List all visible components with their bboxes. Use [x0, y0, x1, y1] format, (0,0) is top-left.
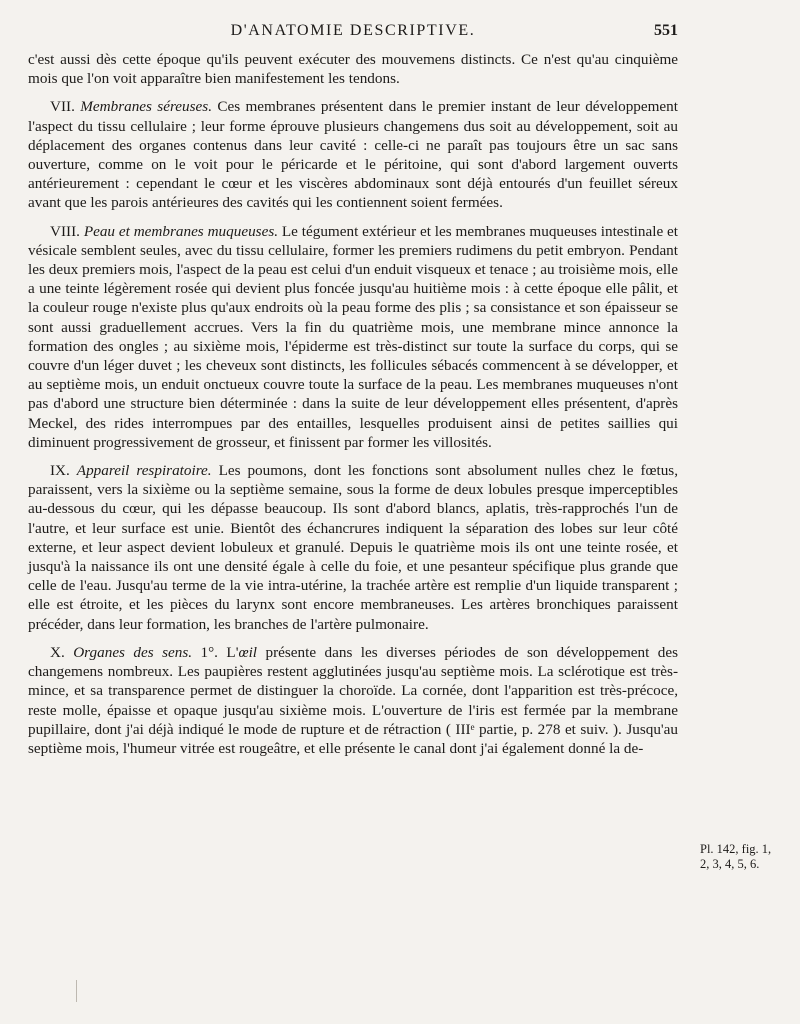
section-title: Organes des sens.: [73, 643, 193, 661]
section-text: Le tégument extérieur et les membranes muqueuses intestinale et vésicale semblent seules, avec du tissu cellulaire, former les premiers rudimens du petit embryon. Pendant les deux premiers mois, l'aspect de la peau est celui d'un enduit visqueux et tenace ; au troisième mois, elle a une teinte légèrement rosée qui devient plus foncée jusqu'au huitième mois : à cette époque elle pâlit, et la couleur rouge n'existe plus qu'aux endroits où la peau forme des plis ; sa consistance et son épaisseur se sont aussi graduellement accrues. Vers la fin du quatrième mois, une membrane mince annonce la formation des ongles ; au sixième mois, l'épiderme est très-distinct sur toute la surface du corps, qui se couvre d'un léger duvet ; les cheveux sont distincts, les follicules sébacés commencent à se développer, et au septième mois, un enduit onctueux couvre toute la surface de la peau. Les membranes muqueuses n'ont pas d'abord une structure bien déterminée : dans la suite de leur développement elles présentent, d'après Meckel, des rides interrompues par des entailles, lesquelles produisent ainsi de petites saillies qui diminuent progressivement de grosseur, et finissent par former les villosités.: [28, 222, 679, 451]
section-peau-muqueuses: [28, 222, 678, 452]
section-number: VIII.: [50, 222, 80, 240]
paragraph-continued: c'est aussi dès cette époque qu'ils peuvent exécuter des mouvemens distincts. Ce n'est qu'au cinquième mois que l'on voit apparaître bien manifestement les tendons.: [28, 51, 678, 88]
section-organes-des-sens: [28, 643, 678, 758]
plate-reference-line-1: Pl. 142, fig. 1,: [700, 842, 772, 856]
section-title: Appareil respiratoire.: [76, 462, 212, 480]
section-number: X.: [50, 643, 65, 661]
section-text: Ces membranes présentent dans le premier instant de leur développement l'aspect du tissu cellulaire ; leur forme éprouve plusieurs changemens dus soit au développement, soit au déplacement des organes contenus dans leur cavité : celle-ci ne paraît pas toujours être un sac sans ouverture, comme on le voit pour le péricarde et le péritoine, qui sont d'abord largement ouverts antérieurement : cependant le cœur et les viscères abdominaux sont déjà entourés d'un feuillet séreux avant que les parois antérieures des cavités qui les contiennent soient fermées.: [28, 98, 678, 212]
section-number: VII.: [50, 98, 75, 116]
body-text: [28, 50, 678, 758]
section-membranes-sereuses: [28, 97, 678, 212]
section-title: Membranes séreuses.: [80, 98, 212, 116]
section-text: présente dans les diverses périodes de son développement des changemens nombreux. Les paupières restent agglutinées jusqu'au septième mois. La sclérotique est très-mince, et sa transparence permet de distinguer la choroïde. La cornée, dont l'apparition est très-précoce, reste molle, épaisse et opaque jusqu'au sixième mois. L'ouverture de l'iris est fermée par la membrane pupillaire, dont j'ai déjà indiqué le mode de rupture et de rétraction ( IIIᵉ partie, p. 278 et suiv. ). Jusqu'au septième mois, l'humeur vitrée est rougeâtre, et elle présente le canal dont j'ai également donné la de-: [28, 643, 679, 757]
section-number: IX.: [50, 462, 70, 480]
running-head: D'ANATOMIE DESCRIPTIVE.: [230, 22, 476, 39]
page-edge-mark: [76, 980, 79, 1002]
page-number: 551: [654, 22, 678, 39]
eye-term: œil: [238, 643, 258, 661]
section-lead: 1°. L': [200, 643, 239, 661]
section-title: Peau et membranes muqueuses.: [83, 222, 279, 240]
page-header: [28, 22, 678, 46]
section-appareil-respiratoire: [28, 461, 678, 634]
plate-reference-note: [700, 842, 790, 872]
plate-reference-line-2: 2, 3, 4, 5, 6.: [700, 857, 760, 871]
section-text: Les poumons, dont les fonctions sont absolument nulles chez le fœtus, paraissent, vers la sixième ou la septième semaine, sous la forme de deux lobules presque imperceptibles au-dessous du cœur, qui les dépasse beaucoup. Ils sont d'abord blancs, aplatis, très-rapprochés l'un de l'autre, et leur surface est unie. Bientôt des échancrures indiquent la séparation des lobes sur leur côté externe, et leur aspect devient lobuleux et granulé. Depuis le quatrième mois ils ont une teinte rosée, et jusqu'à la naissance ils ont une densité égale à celle du foie, et une pesanteur spécifique plus grande que celle de l'eau. Jusqu'au terme de la vie intra-utérine, la trachée artère est remplie d'un liquide transparent ; elle est étroite, et les pièces du larynx sont encore membraneuses. Les artères bronchiques paraissent précéder, dans leur formation, les branches de l'artère pulmonaire.: [28, 462, 678, 633]
